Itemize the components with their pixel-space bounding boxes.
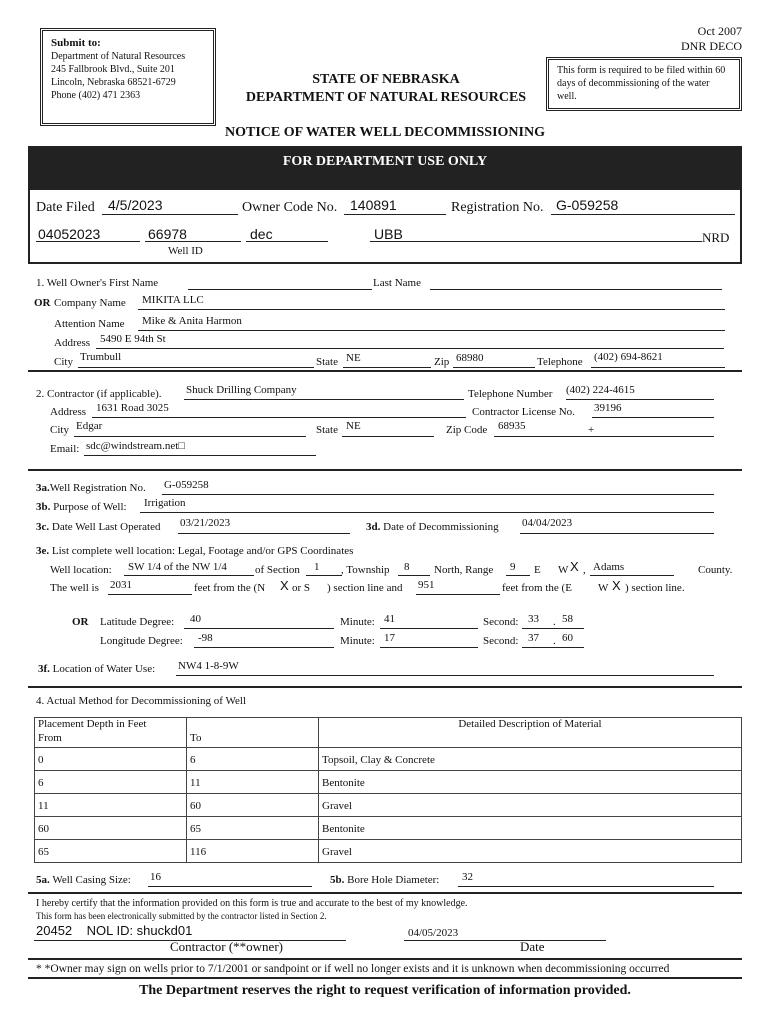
license-label: Contractor License No.	[472, 406, 575, 418]
township-label: , Township	[341, 564, 390, 576]
state-value[interactable]: NE	[346, 352, 361, 364]
feet-ew-value[interactable]: 951	[418, 579, 435, 591]
longitude-decimal[interactable]: 60	[562, 632, 573, 644]
address-value[interactable]: 5490 E 94th St	[100, 333, 166, 345]
table-header-row	[35, 718, 742, 732]
section-3a: 3a.Well Registration No.	[36, 482, 146, 494]
last-operated-label: Date Well Last Operated	[51, 521, 161, 533]
from-cell[interactable]: 6	[35, 771, 187, 794]
city-value[interactable]: Trumbull	[80, 351, 122, 363]
owner-code-value[interactable]: 140891	[350, 197, 397, 213]
contractor-state-label: State	[316, 424, 338, 436]
contractor-zip[interactable]: 68935	[498, 420, 526, 432]
from-cell[interactable]: 11	[35, 794, 187, 817]
depth-header: Placement Depth in Feet	[35, 718, 187, 732]
or-label: OR	[34, 297, 51, 309]
dept-title: DEPARTMENT OF NATURAL RESOURCES	[245, 90, 527, 105]
section-5a: 5a. Well Casing Size:	[36, 874, 131, 886]
bore-label: Bore Hole Diameter:	[347, 874, 440, 886]
registration-label: Registration No.	[451, 200, 544, 215]
well-id-part-c[interactable]: dec	[250, 226, 273, 242]
last-operated-value[interactable]: 03/21/2023	[180, 517, 231, 529]
section-5b: 5b. Bore Hole Diameter:	[330, 874, 440, 886]
date-filed-value[interactable]: 4/5/2023	[108, 197, 163, 213]
contractor-state[interactable]: NE	[346, 420, 361, 432]
signature-date-label: Date	[520, 939, 545, 954]
west-label: W	[558, 564, 569, 576]
from-cell[interactable]: 60	[35, 817, 187, 840]
contractor-address[interactable]: 1631 Road 3025	[96, 402, 169, 414]
contractor-label: 2. Contractor (if applicable).	[36, 388, 162, 400]
contractor-city-label: City	[50, 424, 69, 436]
feet-ns-value[interactable]: 2031	[110, 579, 132, 591]
address-label: Address	[54, 337, 91, 349]
description-cell[interactable]: Topsoil, Clay & Concrete	[319, 748, 742, 771]
casing-label: Well Casing Size:	[52, 874, 131, 886]
township-value[interactable]: 8	[404, 561, 410, 573]
decommission-date-label: Date of Decommissioning	[383, 521, 499, 533]
west-mark[interactable]: X	[570, 559, 579, 574]
filing-notice: This form is required to be filed within 60 days of decommissioning of the water well.	[557, 65, 726, 102]
blank-header	[187, 718, 319, 732]
dept-use-banner	[30, 148, 740, 190]
submit-line: Phone (402) 471 2363	[51, 90, 141, 101]
to-cell[interactable]: 60	[187, 794, 319, 817]
to-cell[interactable]: 65	[187, 817, 319, 840]
decommission-date-value[interactable]: 04/04/2023	[522, 517, 573, 529]
from-cell[interactable]: 65	[35, 840, 187, 863]
section-3f: 3f. Location of Water Use:	[38, 663, 156, 675]
owner-code-label: Owner Code No.	[242, 200, 338, 215]
license-value[interactable]: 39196	[594, 402, 622, 414]
attention-label: Attention Name	[54, 318, 125, 330]
of-section-label: of Section	[255, 564, 300, 576]
owner-last-label: Last Name	[373, 277, 421, 289]
east-label: E	[534, 564, 541, 576]
from-cell[interactable]: 0	[35, 748, 187, 771]
longitude-second[interactable]: 37	[528, 632, 539, 644]
purpose-label: Purpose of Well:	[53, 501, 127, 513]
email-value[interactable]: sdc@windstream.net□	[86, 440, 185, 452]
to-cell[interactable]: 116	[187, 840, 319, 863]
submit-title: Submit to:	[51, 37, 101, 49]
section-3d: 3d. Date of Decommissioning	[366, 521, 499, 533]
description-cell[interactable]: Gravel	[319, 794, 742, 817]
contractor-signature[interactable]: 20452 NOL ID: shuckd01	[36, 923, 193, 938]
attention-value[interactable]: Mike & Anita Harmon	[142, 315, 242, 327]
company-label: Company Name	[54, 297, 126, 309]
registration-value[interactable]: G-059258	[556, 197, 619, 213]
description-cell[interactable]: Bentonite	[319, 817, 742, 840]
or-s-label: or S	[292, 582, 311, 594]
description-cell[interactable]: Bentonite	[319, 771, 742, 794]
section-line-label: ) section line.	[625, 582, 685, 594]
section-3b: 3b. Purpose of Well:	[36, 501, 127, 513]
contractor-phone-label: Telephone Number	[468, 388, 553, 400]
email-label: Email:	[50, 443, 80, 455]
date-filed-label: Date Filed	[36, 200, 95, 215]
well-reg-value[interactable]: G-059258	[164, 479, 209, 491]
casing-value[interactable]: 16	[150, 871, 161, 883]
north-range-label: North, Range	[434, 564, 494, 576]
well-id-label: Well ID	[168, 245, 203, 257]
table-row	[35, 840, 742, 863]
ns-mark[interactable]: X	[280, 578, 289, 593]
latitude-degree[interactable]: 40	[190, 613, 201, 625]
longitude-label: Longitude Degree:	[100, 635, 183, 647]
description-cell[interactable]: Gravel	[319, 840, 742, 863]
owner-sign-note: * *Owner may sign on wells prior to 7/1/2001 or sandpoint or if well no longer exists and it is unknown when decommissioning occurred	[36, 963, 670, 975]
feet-from-ns-label: feet from the (N	[194, 582, 266, 594]
purpose-value[interactable]: Irrigation	[144, 497, 186, 509]
location-header: List complete well location: Legal, Footage and/or GPS Coordinates	[51, 545, 354, 557]
section-line-and-label: ) section line and	[327, 582, 403, 594]
latitude-minute[interactable]: 41	[384, 613, 395, 625]
form-code: DNR DECO	[680, 39, 742, 53]
well-id-part-a[interactable]: 04052023	[38, 226, 101, 242]
submit-to-box	[40, 28, 216, 126]
lon-decimal-point: .	[553, 635, 556, 647]
certify-text: I hereby certify that the information provided on this form is true and accurate to the best of my knowledge.	[36, 898, 468, 909]
range-value[interactable]: 9	[510, 561, 516, 573]
lon-second-label: Second:	[483, 635, 519, 647]
lat-decimal-point: .	[553, 616, 556, 628]
from-header: From	[35, 732, 187, 748]
description-header: Detailed Description of Material	[319, 718, 742, 748]
contractor-city[interactable]: Edgar	[76, 420, 103, 432]
quarter-value[interactable]: SW 1/4 of the NW 1/4	[128, 561, 227, 573]
longitude-minute[interactable]: 17	[384, 632, 395, 644]
state-label: State	[316, 356, 338, 368]
bore-value[interactable]: 32	[462, 871, 473, 883]
phone-value[interactable]: (402) 694-8621	[594, 351, 663, 363]
zip-plus: +	[588, 424, 595, 436]
feet-from-ew-label: feet from the (E	[502, 582, 572, 594]
well-reg-label: Well Registration No.	[49, 482, 146, 494]
contractor-phone[interactable]: (402) 224-4615	[566, 384, 635, 396]
to-cell[interactable]: 11	[187, 771, 319, 794]
well-location-label: Well location:	[50, 564, 112, 576]
zip-label: Zip	[434, 356, 450, 368]
water-use-value[interactable]: NW4 1-8-9W	[178, 660, 239, 672]
contractor-zip-label: Zip Code	[446, 424, 488, 436]
table-row	[35, 794, 742, 817]
submit-line: Department of Natural Resources	[51, 51, 186, 62]
city-label: City	[54, 356, 73, 368]
section-3e: 3e. List complete well location: Legal, Footage and/or GPS Coordinates	[36, 545, 354, 557]
contractor-name[interactable]: Shuck Drilling Company	[186, 384, 297, 396]
well-is-label: The well is	[50, 582, 99, 594]
county-label: County.	[698, 564, 733, 576]
water-use-label: Location of Water Use:	[52, 663, 156, 675]
lat-second-label: Second:	[483, 616, 519, 628]
longitude-degree[interactable]: -98	[198, 632, 213, 644]
to-cell[interactable]: 6	[187, 748, 319, 771]
table-row	[35, 817, 742, 840]
state-title: STATE OF NEBRASKA	[312, 72, 460, 87]
form-date: Oct 2007	[697, 24, 742, 38]
dept-use-label: FOR DEPARTMENT USE ONLY	[282, 154, 488, 169]
section-value[interactable]: 1	[314, 561, 320, 573]
latitude-decimal[interactable]: 58	[562, 613, 573, 625]
form-title: NOTICE OF WATER WELL DECOMMISSIONING	[225, 125, 545, 140]
latitude-label: Latitude Degree:	[100, 616, 175, 628]
submit-line: 245 Fallbrook Blvd., Suite 201	[51, 64, 175, 75]
county-value[interactable]: Adams	[593, 561, 625, 573]
ew-mark[interactable]: X	[612, 578, 621, 593]
lat-minute-label: Minute:	[340, 616, 375, 628]
table-row	[35, 771, 742, 794]
nrd-label: NRD	[702, 230, 730, 245]
reserve-rights: The Department reserves the right to request verification of information provided.	[139, 983, 631, 998]
method-label: 4. Actual Method for Decommissioning of Well	[36, 695, 247, 707]
latitude-second[interactable]: 33	[528, 613, 539, 625]
signature-date[interactable]: 04/05/2023	[408, 927, 459, 939]
company-value[interactable]: MIKITA LLC	[142, 294, 204, 306]
owner-first-label: 1. Well Owner's First Name	[36, 277, 159, 289]
to-header: To	[187, 732, 319, 748]
submit-line: Lincoln, Nebraska 68521-6729	[51, 77, 176, 88]
contractor-address-label: Address	[50, 406, 87, 418]
submitted-note: This form has been electronically submitted by the contractor listed in Section 2.	[36, 911, 327, 921]
method-table	[34, 717, 742, 863]
comma: ,	[583, 564, 586, 576]
phone-label: Telephone	[537, 356, 583, 368]
table-row	[35, 748, 742, 771]
nrd-value[interactable]: UBB	[374, 226, 403, 242]
zip-value[interactable]: 68980	[456, 352, 484, 364]
filing-notice-box	[546, 57, 742, 111]
west-label-2: W	[598, 582, 609, 594]
contractor-signature-label: Contractor (**owner)	[170, 939, 283, 954]
lon-minute-label: Minute:	[340, 635, 375, 647]
section-3c: 3c. Date Well Last Operated	[36, 521, 161, 533]
gps-or-label: OR	[72, 616, 89, 628]
well-id-part-b[interactable]: 66978	[148, 226, 187, 242]
